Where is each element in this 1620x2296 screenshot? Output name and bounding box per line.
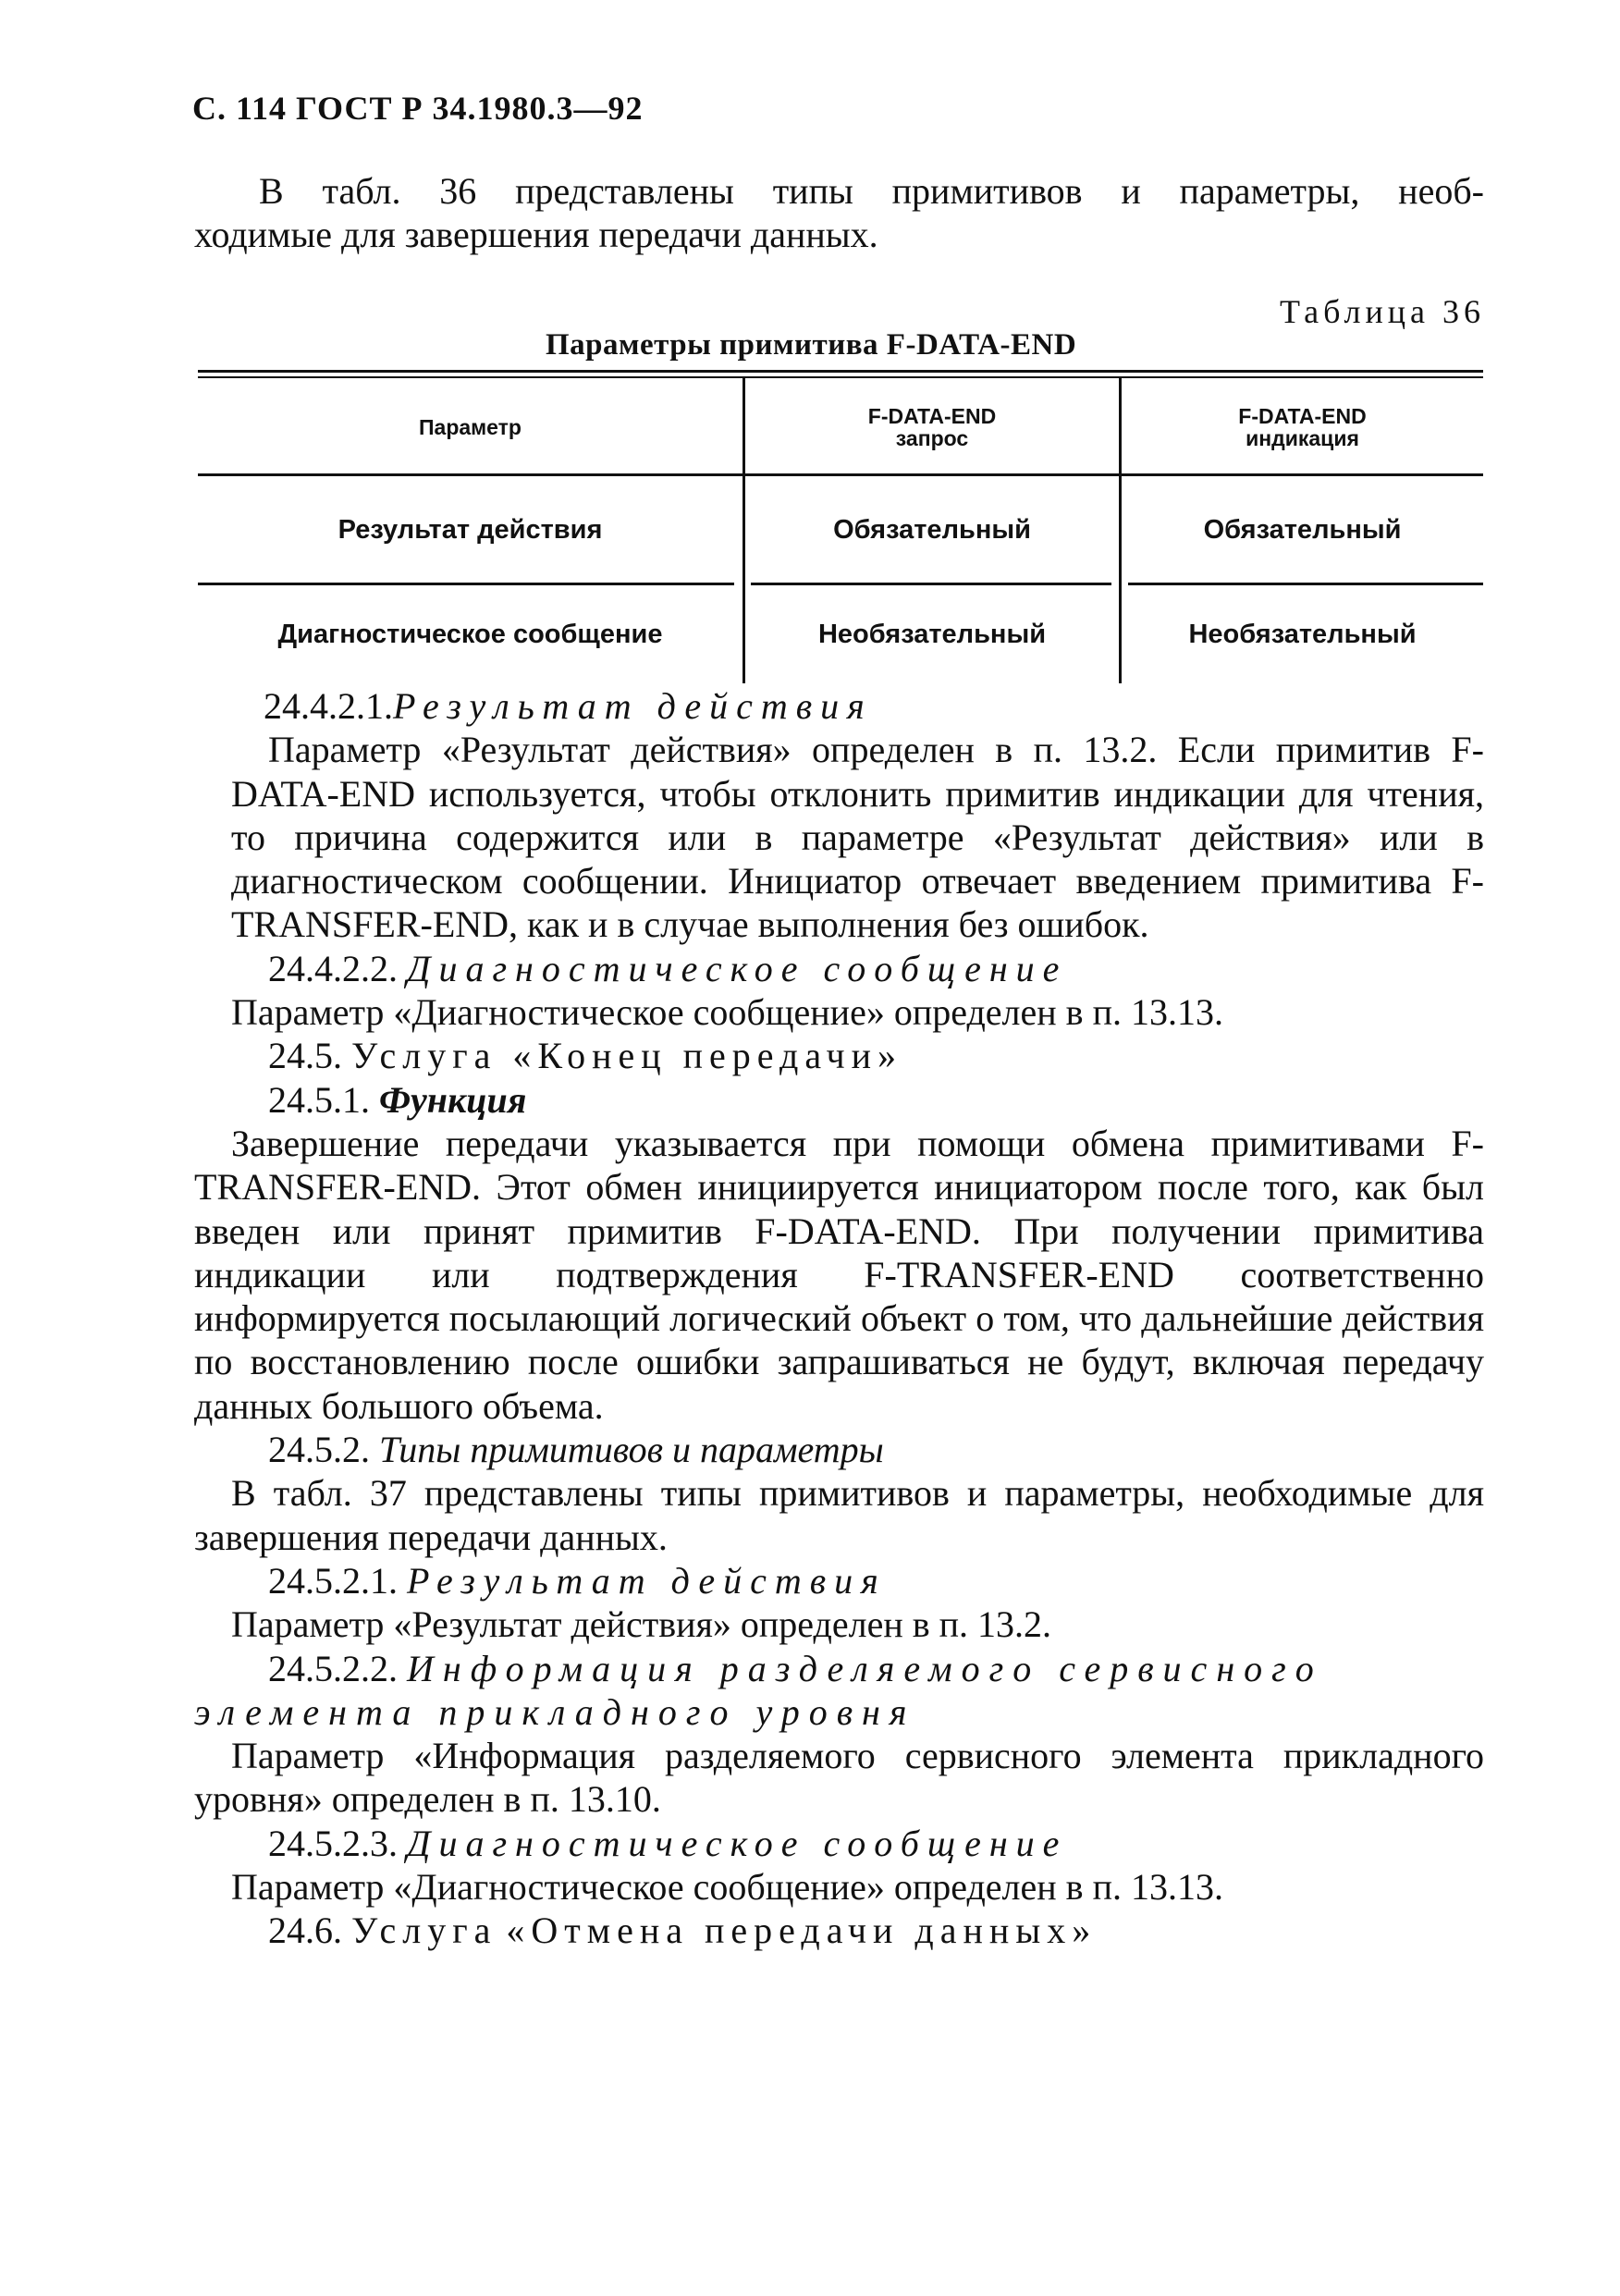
paragraph-24-5-2-1: Параметр «Результат действия» определен в п. 13.2. [231,1603,1052,1646]
heading-24-6-title-a: Услуга [351,1909,497,1952]
heading-24-5-2-3-title: Диагностическое сообщение [407,1822,1068,1864]
table-row-rule-1 [198,583,734,585]
heading-24-5-2-number: 24.5.2. [268,1429,370,1471]
heading-24-5 [231,1034,1484,1077]
paragraph-24-5-1: Завершение передачи указывается при помощи обмена примитивами F-TRANSFER-END. Этот обмен инициируется инициатором после того, как был введен или принят примитив F-DATA-END. При получении примитива индикации или подтверждения F-TRANSFER-END соответственно информируется посылающий логический объект о том, что дальнейшие действия по восстановлению после ошибки запрашиваться не будут, включая передачу данных большого объема. [194,1122,1484,1427]
heading-24-5-2-title: Типы примитивов и параметры [379,1429,884,1471]
row-1-param [198,479,742,581]
heading-24-5-1-number: 24.5.1. [268,1078,370,1121]
paragraph-24-4-2-1: Параметр «Результат действия» определен в п. 13.2. Если примитив F-DATA-END используется, чтобы отклонить примитив индикации для чтения, то причина содержится или в параметре «Результат действия» или в диагностическом сообщении. Инициатор отвечает введением примитива F-TRANSFER-END, как и в случае выполнения без ошибок. [231,729,1484,946]
heading-24-4-2-2 [231,947,1484,990]
heading-24-6-number: 24.6. [268,1909,342,1952]
table-header-rule [198,473,1483,476]
header-request-line-1: F-DATA-END [867,404,997,428]
paragraph-24-5-2: В табл. 37 представлены типы примитивов и параметры, необходимые для завершения передачи данных. [194,1472,1484,1558]
heading-24-5-2-1-title: Результат действия [407,1559,887,1602]
table-top-rule [198,370,1483,373]
row-1-indication-text: Обязательный [1203,514,1402,545]
table-title: Параметры примитива F-DATA-END [546,328,1077,362]
heading-24-4-2-1 [231,684,1484,728]
row-1-indication [1122,479,1483,581]
parameters-table [198,370,1483,684]
table-row-rule-2 [751,583,1111,585]
row-2-request [745,588,1119,681]
paragraph-24-5-2-2: Параметр «Информация разделяемого сервисного элемента прикладного уровня» определен в п. 13.10. [194,1735,1484,1821]
heading-24-5-2-2 [231,1647,1484,1690]
paragraph-24-5-2-3: Параметр «Диагностическое сообщение» определен в п. 13.13. [231,1866,1223,1909]
heading-24-5-1 [231,1078,1484,1122]
page-header: С. 114 ГОСТ Р 34.1980.3—92 [192,90,644,127]
heading-24-4-2-1-title: Результат действия [393,685,873,727]
intro-line-2: ходимые для завершения передачи данных. [194,214,878,255]
header-request-line-2: запрос [895,426,969,450]
heading-24-6 [231,1909,1484,1952]
row-2-indication-text: Необязательный [1188,619,1417,649]
intro-line-1: В табл. 36 представлены типы примитивов и параметры, необ- [259,170,1484,212]
row-2-request-text: Необязательный [817,619,1047,649]
table-label: Таблица 36 [1280,293,1485,330]
table-top-rule-2 [198,376,1483,378]
row-1-request-text: Обязательный [833,514,1031,545]
heading-24-5-2-2-number: 24.5.2.2. [268,1647,398,1689]
body-text [194,684,1484,1953]
heading-24-5-number: 24.5. [268,1035,342,1077]
row-2-param [198,588,742,681]
header-request [745,381,1119,473]
intro-paragraph [194,169,1484,256]
heading-24-5-2-1-number: 24.5.2.1. [268,1559,398,1602]
header-param-text: Параметр [419,415,522,439]
row-2-param-text: Диагностическое сообщение [277,619,663,649]
heading-24-5-title: Услуга «Конец передачи» [351,1035,903,1077]
header-param [198,381,742,473]
heading-24-5-2-3-number: 24.5.2.3. [268,1822,398,1864]
heading-24-5-2-2-title-line-2: элемента прикладного уровня [194,1690,916,1733]
heading-24-5-2-2-cont [194,1690,1484,1734]
heading-24-5-2-2-title-line-1: Информация разделяемого сервисного [407,1647,1323,1689]
heading-24-5-1-title: Функция [379,1078,527,1121]
header-indication-line-1: F-DATA-END [1238,404,1367,428]
header-indication [1122,381,1483,473]
row-1-request [745,479,1119,581]
heading-24-5-2-3 [231,1822,1484,1865]
heading-24-5-2 [231,1428,1484,1471]
row-2-indication [1122,588,1483,681]
header-indication-line-2: индикация [1246,426,1359,450]
row-1-param-text: Результат действия [338,514,603,545]
heading-24-6-title-b: «Отмена передачи данных» [506,1909,1098,1952]
table-row-rule-3 [1128,583,1483,585]
heading-24-4-2-2-number: 24.4.2.2. [268,947,398,989]
paragraph-24-4-2-2: Параметр «Диагностическое сообщение» определен в п. 13.13. [231,991,1223,1034]
heading-24-5-2-1 [231,1559,1484,1602]
heading-24-4-2-2-title: Диагностическое сообщение [407,947,1068,989]
heading-24-4-2-1-number: 24.4.2.1. [264,685,393,727]
